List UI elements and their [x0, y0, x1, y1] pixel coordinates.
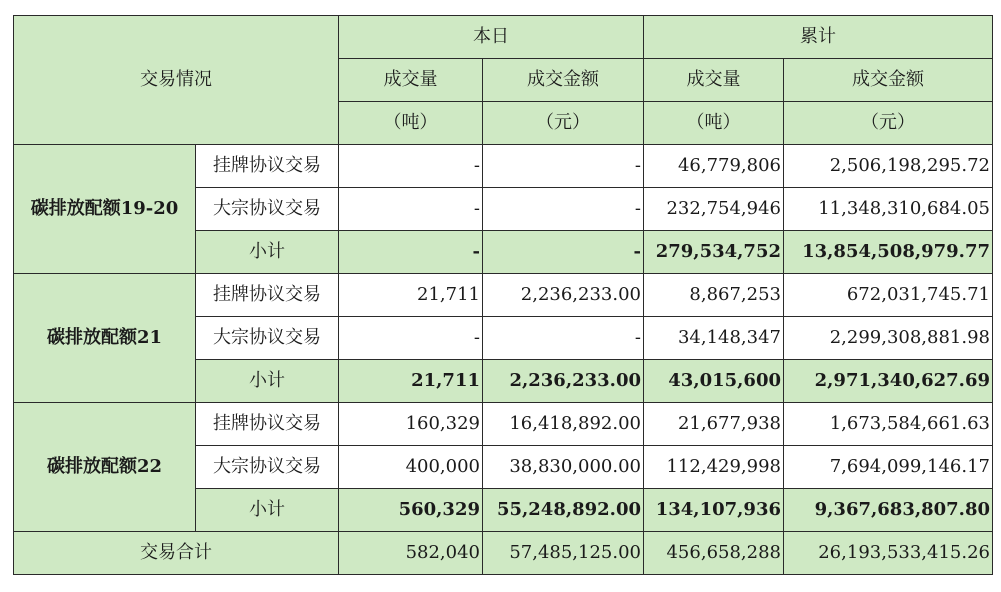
today-amount-unit: （元） — [483, 102, 644, 145]
today-header: 本日 — [339, 16, 644, 59]
today-amount-cell: 57,485,125.00 — [483, 532, 644, 575]
cum-amount-cell: 7,694,099,146.17 — [784, 446, 993, 489]
today-amount-cell: - — [483, 317, 644, 360]
table-row — [14, 274, 993, 317]
cum-volume-cell: 279,534,752 — [644, 231, 784, 274]
cum-amount-cell: 2,971,340,627.69 — [784, 360, 993, 403]
cum-volume-cell: 456,658,288 — [644, 532, 784, 575]
cum-amount-cell: 9,367,683,807.80 — [784, 489, 993, 532]
today-amount-header: 成交金额 — [483, 59, 644, 102]
cum-amount-cell: 13,854,508,979.77 — [784, 231, 993, 274]
cum-volume-cell: 134,107,936 — [644, 489, 784, 532]
header-row-1 — [14, 16, 993, 59]
today-amount-cell: - — [483, 231, 644, 274]
row-label: 大宗协议交易 — [196, 188, 339, 231]
subtotal-label: 小计 — [196, 489, 339, 532]
row-label: 挂牌协议交易 — [196, 274, 339, 317]
table-row — [14, 403, 993, 446]
cum-amount-cell: 11,348,310,684.05 — [784, 188, 993, 231]
today-amount-cell: 38,830,000.00 — [483, 446, 644, 489]
today-volume-cell: 400,000 — [339, 446, 483, 489]
today-volume-header: 成交量 — [339, 59, 483, 102]
cum-volume-header: 成交量 — [644, 59, 784, 102]
today-volume-cell: 582,040 — [339, 532, 483, 575]
cum-amount-unit: （元） — [784, 102, 993, 145]
group-name: 碳排放配额19-20 — [14, 145, 196, 274]
today-volume-unit: （吨） — [339, 102, 483, 145]
today-volume-cell: - — [339, 188, 483, 231]
group-name: 碳排放配额22 — [14, 403, 196, 532]
today-volume-cell: - — [339, 231, 483, 274]
subtotal-label: 小计 — [196, 231, 339, 274]
cum-amount-header: 成交金额 — [784, 59, 993, 102]
cumulative-header: 累计 — [644, 16, 993, 59]
today-volume-cell: 21,711 — [339, 274, 483, 317]
today-amount-cell: 2,236,233.00 — [483, 360, 644, 403]
cum-volume-cell: 8,867,253 — [644, 274, 784, 317]
row-label: 挂牌协议交易 — [196, 403, 339, 446]
total-row — [14, 532, 993, 575]
cum-amount-cell: 26,193,533,415.26 — [784, 532, 993, 575]
today-amount-cell: 2,236,233.00 — [483, 274, 644, 317]
subtotal-label: 小计 — [196, 360, 339, 403]
row-label: 大宗协议交易 — [196, 317, 339, 360]
table-row — [14, 145, 993, 188]
cum-volume-cell: 21,677,938 — [644, 403, 784, 446]
cum-amount-cell: 2,299,308,881.98 — [784, 317, 993, 360]
today-amount-cell: - — [483, 145, 644, 188]
today-volume-cell: - — [339, 145, 483, 188]
row-label: 挂牌协议交易 — [196, 145, 339, 188]
group-name: 碳排放配额21 — [14, 274, 196, 403]
today-amount-cell: 55,248,892.00 — [483, 489, 644, 532]
today-volume-cell: 160,329 — [339, 403, 483, 446]
cum-amount-cell: 2,506,198,295.72 — [784, 145, 993, 188]
cum-amount-cell: 1,673,584,661.63 — [784, 403, 993, 446]
corner-header: 交易情况 — [14, 16, 339, 145]
cum-amount-cell: 672,031,745.71 — [784, 274, 993, 317]
row-label: 大宗协议交易 — [196, 446, 339, 489]
cum-volume-cell: 112,429,998 — [644, 446, 784, 489]
today-volume-cell: 560,329 — [339, 489, 483, 532]
cum-volume-unit: （吨） — [644, 102, 784, 145]
today-amount-cell: - — [483, 188, 644, 231]
trading-summary-table — [13, 15, 993, 575]
cum-volume-cell: 46,779,806 — [644, 145, 784, 188]
cum-volume-cell: 43,015,600 — [644, 360, 784, 403]
today-amount-cell: 16,418,892.00 — [483, 403, 644, 446]
today-volume-cell: 21,711 — [339, 360, 483, 403]
total-label: 交易合计 — [14, 532, 339, 575]
cum-volume-cell: 34,148,347 — [644, 317, 784, 360]
today-volume-cell: - — [339, 317, 483, 360]
cum-volume-cell: 232,754,946 — [644, 188, 784, 231]
